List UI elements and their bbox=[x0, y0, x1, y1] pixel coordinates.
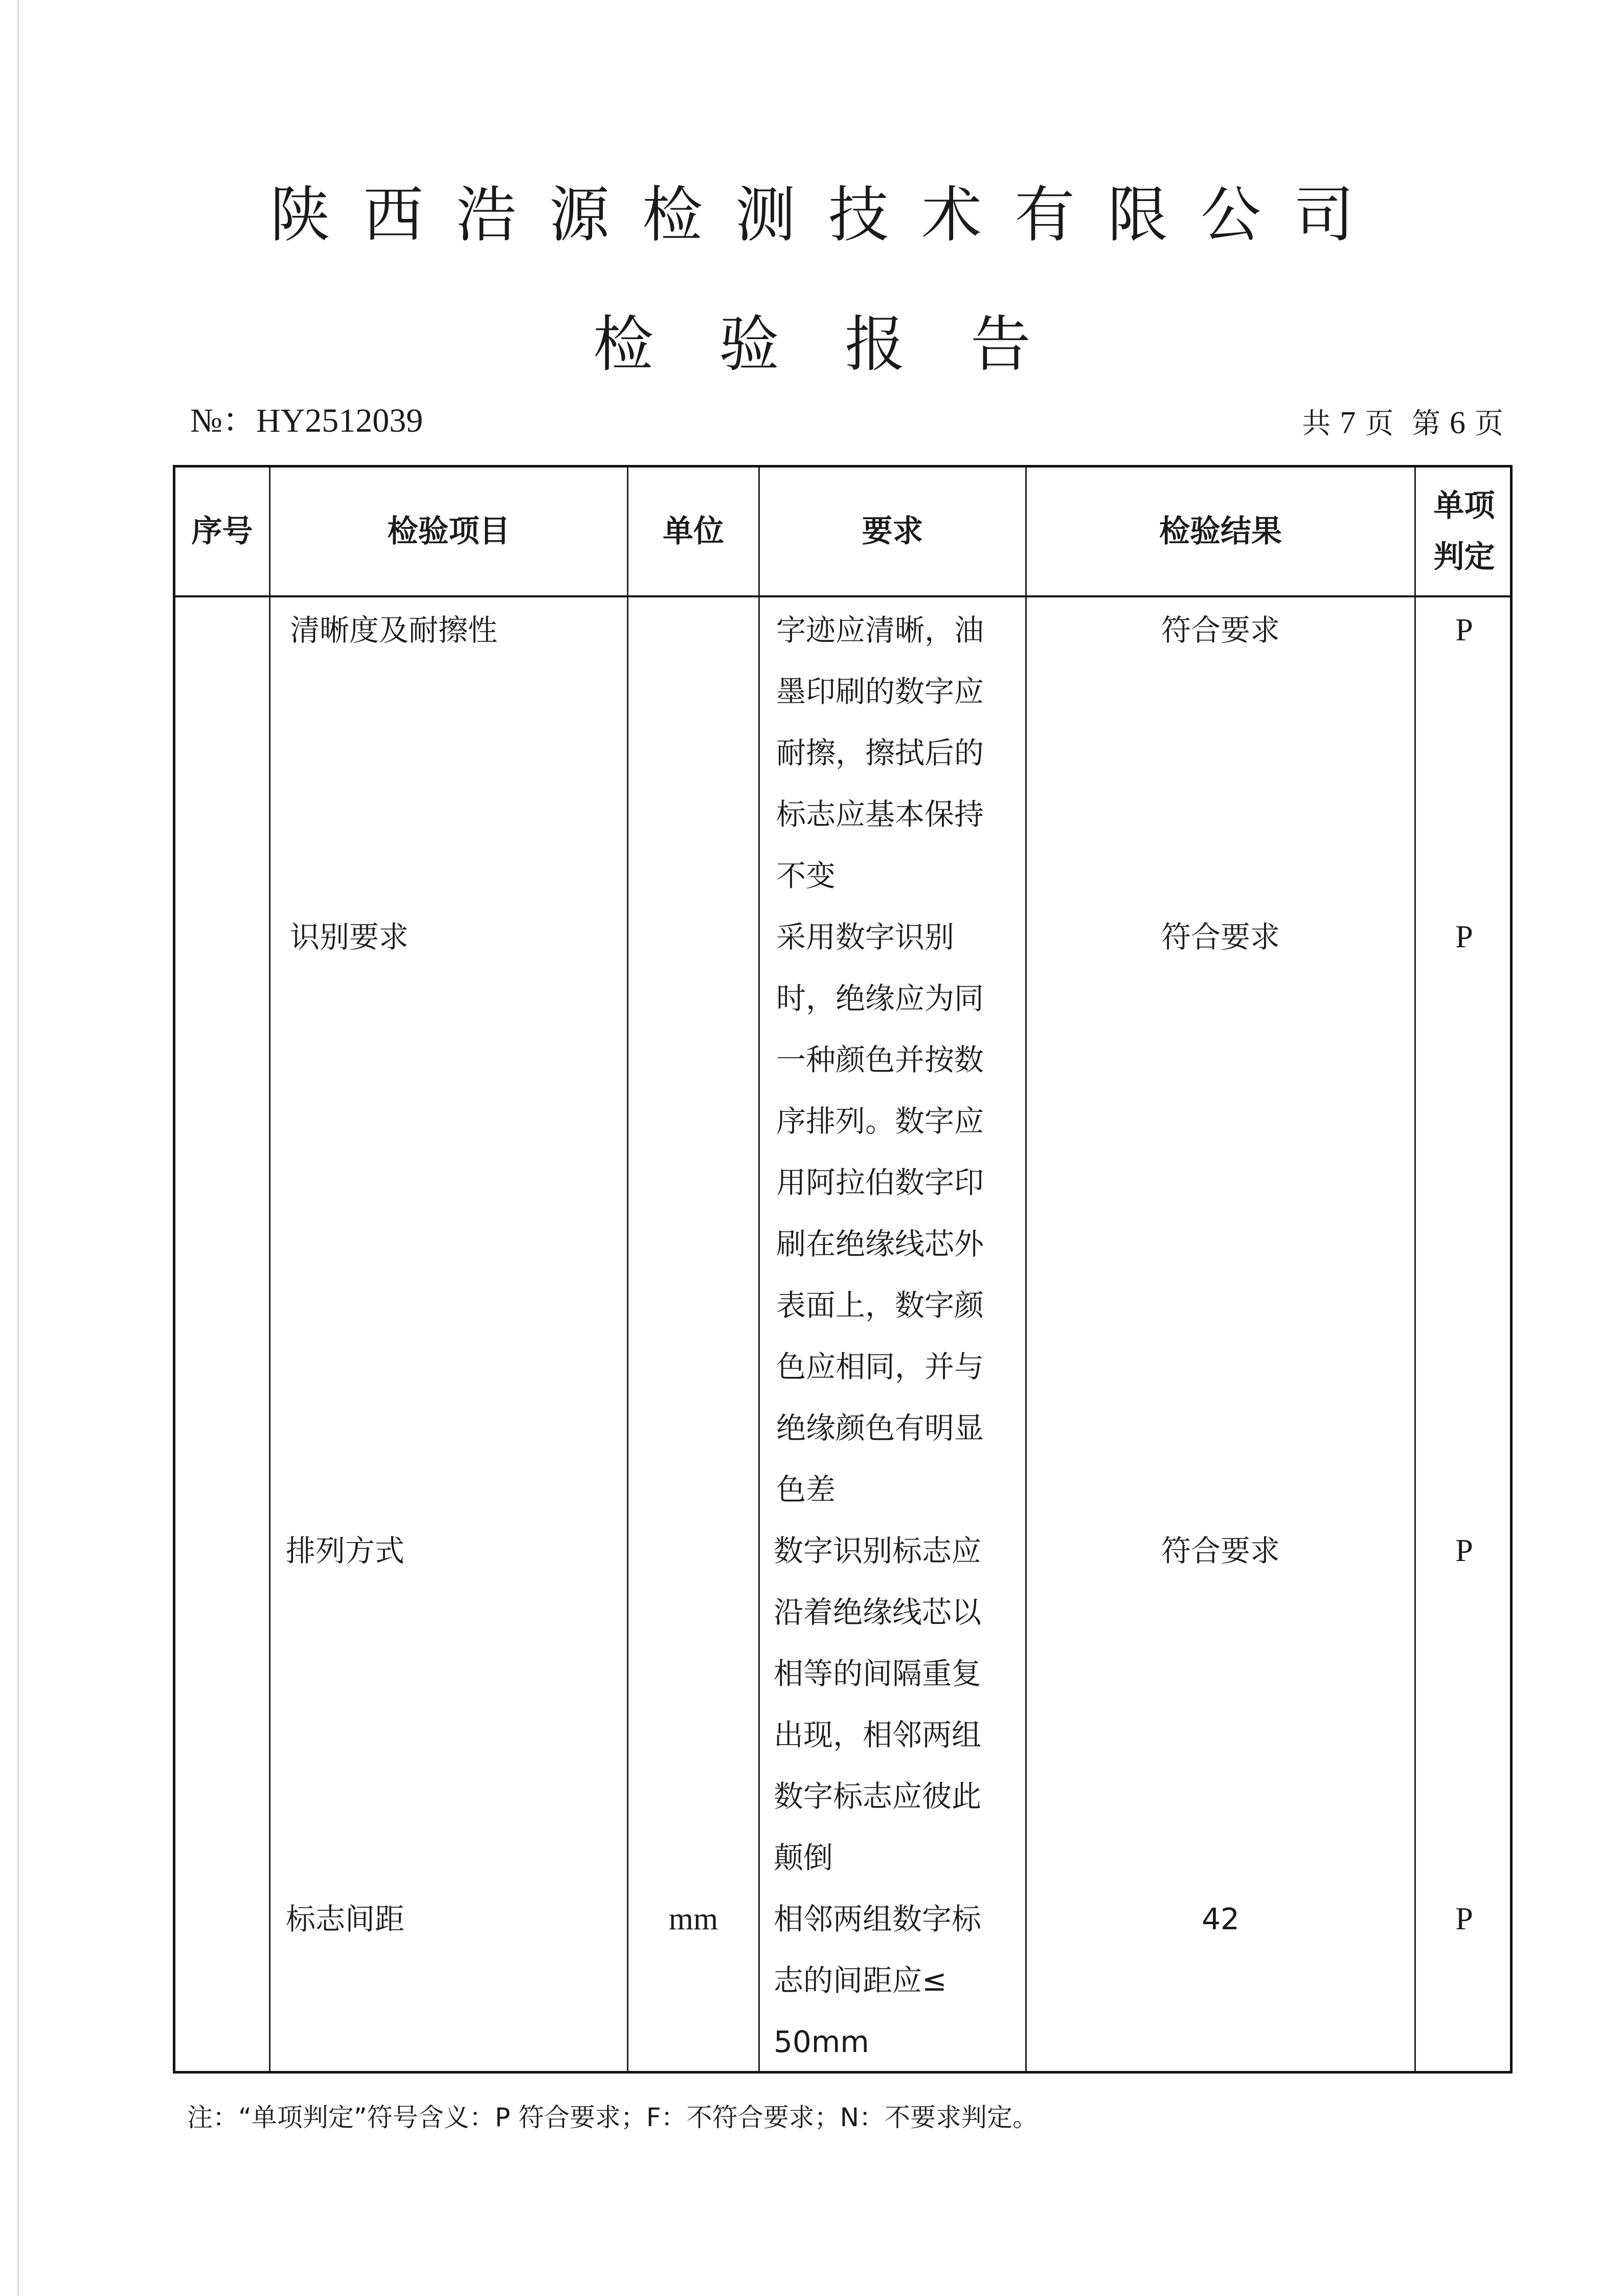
current-page-value: 6 bbox=[1450, 406, 1465, 440]
column-divider bbox=[1414, 467, 1416, 2071]
row-requirement bbox=[774, 1520, 981, 1888]
requirement-line: 时，绝缘应为同 bbox=[776, 981, 984, 1016]
row-result: 符合要求 bbox=[1161, 1533, 1280, 1568]
row-item: 清晰度及耐擦性 bbox=[290, 613, 498, 648]
requirement-line: 数字识别标志应 bbox=[774, 1533, 982, 1568]
row-requirement bbox=[776, 599, 984, 906]
requirement-line: 一种颜色并按数 bbox=[776, 1042, 984, 1077]
requirement-line: 耐擦，擦拭后的 bbox=[776, 735, 984, 770]
column-header-requirement: 要求 bbox=[862, 514, 923, 549]
row-item: 标志间距 bbox=[286, 1902, 405, 1936]
current-page-suffix: 页 bbox=[1475, 407, 1503, 440]
column-header-seq: 序号 bbox=[191, 514, 253, 549]
requirement-line: 采用数字识别 bbox=[776, 920, 955, 954]
column-header-result: 检验结果 bbox=[1159, 514, 1282, 549]
column-header-unit: 单位 bbox=[663, 514, 724, 549]
requirement-line: 相等的间隔重复 bbox=[774, 1656, 982, 1691]
report-number-label: №： bbox=[190, 402, 256, 439]
requirement-line: 数字标志应彼此 bbox=[774, 1779, 982, 1814]
report-number-value: HY2512039 bbox=[256, 402, 423, 439]
requirement-line: 用阿拉伯数字印 bbox=[776, 1165, 984, 1200]
column-divider bbox=[1025, 467, 1027, 2071]
requirement-line: 不变 bbox=[776, 858, 836, 893]
row-result: 符合要求 bbox=[1161, 613, 1280, 648]
report-title: 检验报告 bbox=[593, 309, 1096, 380]
row-verdict: P bbox=[1455, 920, 1473, 954]
footnote: 注：“单项判定”符号含义：P 符合要求；F：不符合要求；N：不要求判定。 bbox=[187, 2103, 1039, 2132]
row-requirement bbox=[776, 906, 984, 1520]
column-divider bbox=[627, 467, 628, 2071]
row-unit: mm bbox=[668, 1902, 718, 1936]
requirement-line: 50mm bbox=[774, 2024, 869, 2059]
requirement-line: 刷在绝缘线芯外 bbox=[776, 1227, 984, 1261]
requirement-line: 序排列。数字应 bbox=[776, 1104, 984, 1139]
requirement-line: 颠倒 bbox=[774, 1840, 833, 1875]
requirement-line: 志的间距应≤ bbox=[774, 1963, 947, 1998]
header-divider bbox=[175, 595, 1510, 597]
row-verdict: P bbox=[1455, 1902, 1473, 1936]
requirement-line: 标志应基本保持 bbox=[776, 797, 984, 832]
column-header-verdict-line2: 判定 bbox=[1433, 539, 1495, 575]
requirement-line: 沿着绝缘线芯以 bbox=[774, 1595, 982, 1630]
requirement-line: 字迹应清晰，油 bbox=[776, 613, 984, 648]
column-header-verdict-line1: 单项 bbox=[1433, 488, 1495, 524]
row-requirement bbox=[774, 1888, 981, 2072]
column-divider bbox=[269, 467, 270, 2071]
company-name: 陕西浩源检测技术有限公司 bbox=[269, 180, 1387, 250]
current-page-prefix: 第 bbox=[1412, 407, 1440, 440]
total-pages-suffix: 页 bbox=[1365, 407, 1394, 440]
inspection-table bbox=[173, 465, 1513, 2074]
row-verdict: P bbox=[1455, 1533, 1473, 1568]
row-result: 42 bbox=[1202, 1902, 1239, 1936]
total-pages-prefix: 共 bbox=[1302, 407, 1331, 440]
column-header-item: 检验项目 bbox=[387, 514, 510, 549]
report-number bbox=[190, 398, 423, 444]
requirement-line: 墨印刷的数字应 bbox=[776, 674, 984, 709]
column-header-verdict bbox=[1416, 467, 1513, 595]
row-item: 识别要求 bbox=[290, 920, 409, 954]
total-pages-value: 7 bbox=[1340, 406, 1356, 440]
requirement-line: 相邻两组数字标 bbox=[774, 1902, 982, 1936]
row-item: 排列方式 bbox=[286, 1533, 405, 1568]
requirement-line: 色应相同，并与 bbox=[776, 1349, 984, 1384]
requirement-line: 绝缘颜色有明显 bbox=[776, 1411, 984, 1445]
requirement-line: 色差 bbox=[776, 1472, 836, 1507]
row-result: 符合要求 bbox=[1161, 920, 1280, 954]
column-divider bbox=[758, 467, 760, 2071]
requirement-line: 表面上，数字颜 bbox=[776, 1288, 984, 1323]
page-indicator bbox=[1302, 400, 1503, 447]
requirement-line: 出现，相邻两组 bbox=[774, 1718, 982, 1752]
row-verdict: P bbox=[1455, 613, 1473, 648]
